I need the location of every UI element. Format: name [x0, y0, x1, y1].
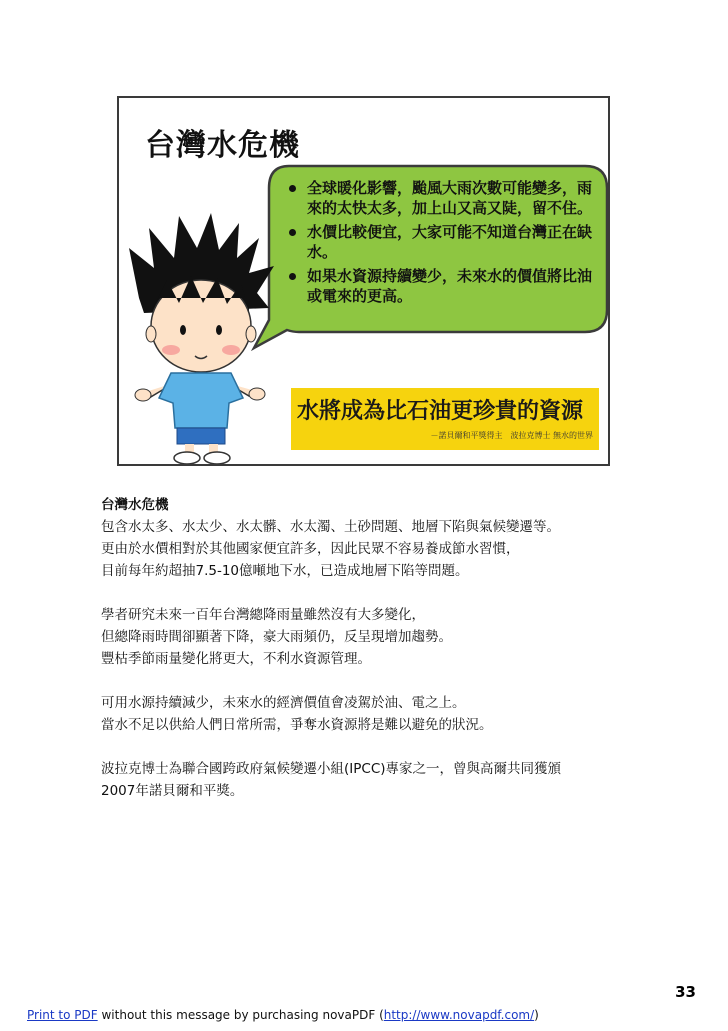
text-line: 波拉克博士為聯合國跨政府氣候變遷小組(IPCC)專家之一，曾與高爾共同獲頒: [101, 761, 562, 777]
paragraph: [101, 692, 621, 736]
text-line: 學者研究未來一百年台灣總降雨量雖然沒有大多變化，: [101, 607, 425, 623]
text-line: 包含水太多、水太少、水太髒、水太濁、土砂問題、地層下陷與氣候變遷等。: [101, 519, 560, 535]
cartoon-boy-illustration: [119, 98, 299, 466]
print-to-pdf-link[interactable]: Print to PDF: [27, 1008, 98, 1022]
paragraph: [101, 604, 621, 670]
banner-text: 水將成為比石油更珍貴的資源: [297, 399, 584, 424]
banner-credit: －諾貝爾和平獎得主 波拉克博士 無水的世界: [430, 431, 593, 440]
body-text: [101, 494, 621, 824]
novapdf-url-link[interactable]: http://www.novapdf.com/: [383, 1008, 535, 1022]
slide-title: 台灣水危機: [145, 128, 300, 163]
text-line: 但總降雨時間卻顯著下降，豪大雨頻仍，反呈現增加趨勢。: [101, 629, 452, 645]
quote-banner: [291, 388, 599, 450]
text-line: 2007年諾貝爾和平獎。: [101, 783, 244, 799]
bubble-bullet: 如果水資源持續變少，未來水的價值將比油或電來的更高。: [287, 266, 599, 306]
slide-figure: [117, 96, 610, 466]
footer-notice: [27, 1008, 539, 1022]
text-line: 豐枯季節雨量變化將更大，不利水資源管理。: [101, 651, 371, 667]
bubble-bullet: 全球暖化影響，颱風大雨次數可能變多，雨來的太快太多，加上山又高又陡，留不住。: [287, 178, 599, 218]
text-line: 可用水源持續減少，未來水的經濟價值會凌駕於油、電之上。: [101, 695, 466, 711]
paragraph: [101, 494, 621, 582]
text-line: 當水不足以供給人們日常所需，爭奪水資源將是難以避免的狀況。: [101, 717, 493, 733]
footer-end: ): [534, 1008, 539, 1022]
text-line: 目前每年約超抽7.5-10億噸地下水，已造成地層下陷等問題。: [101, 563, 469, 579]
section-heading: 台灣水危機: [101, 497, 169, 513]
page-number: 33: [675, 983, 696, 1001]
paragraph: [101, 758, 621, 802]
footer-text: without this message by purchasing novaPDF (: [97, 1008, 384, 1022]
text-line: 更由於水價相對於其他國家便宜許多，因此民眾不容易養成節水習慣，: [101, 541, 520, 557]
bubble-bullet: 水價比較便宜，大家可能不知道台灣正在缺水。: [287, 222, 599, 262]
bubble-bullet-list: [287, 178, 599, 310]
